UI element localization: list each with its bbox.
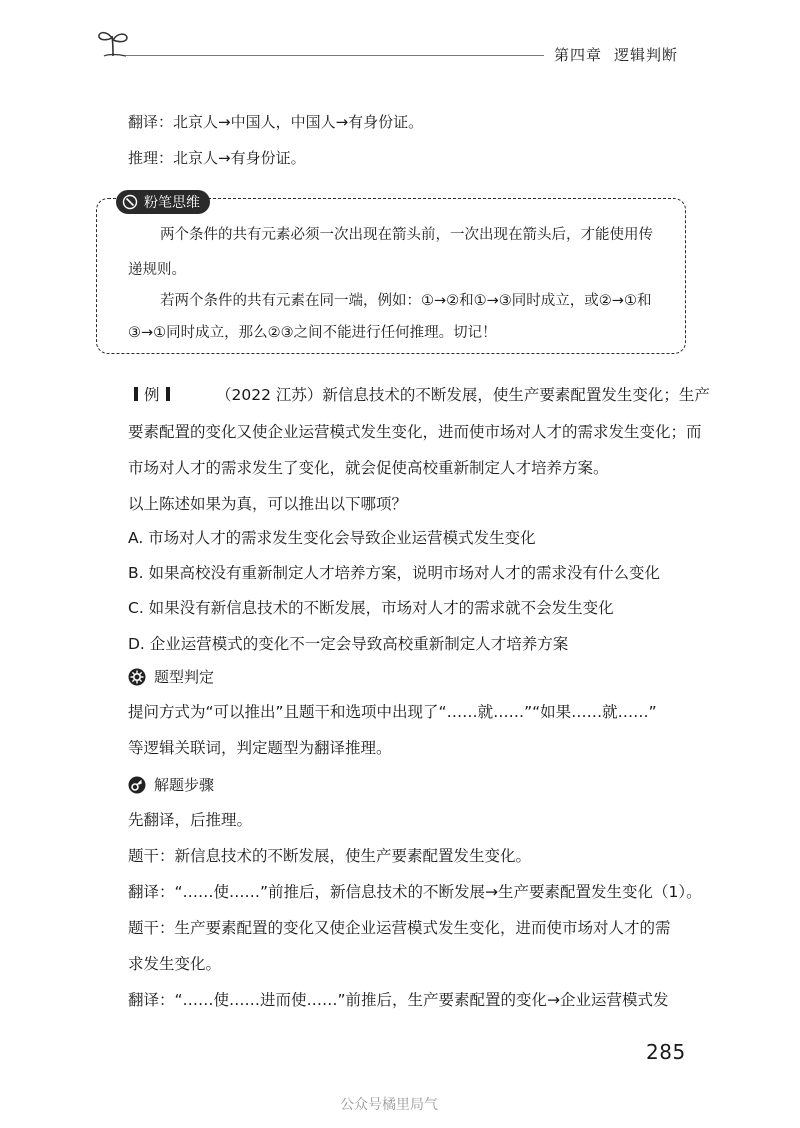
type-line-1: 提问方式为“可以推出”且题干和选项中出现了“……就……”“如果……就……” <box>128 703 657 721</box>
example-stem-line-3: 市场对人才的需求发生了变化，就会促使高校重新制定人才培养方案。 <box>128 459 609 477</box>
chapter-title <box>554 44 678 65</box>
type-line-2: 等逻辑关联词，判定题型为翻译推理。 <box>128 739 392 757</box>
type-section-heading <box>128 666 214 687</box>
example-tag <box>128 384 176 406</box>
step-line-3: 翻译：“……使……”前推后，新信息技术的不断发展→生产要素配置发生变化（1）。 <box>128 883 702 901</box>
tip-badge <box>116 190 210 214</box>
example-stem-line-1: （2022 江苏）新信息技术的不断发展，使生产要素配置发生变化；生产 <box>216 386 710 404</box>
page-number: 285 <box>646 1040 686 1064</box>
steps-section-label: 解题步骤 <box>154 776 215 794</box>
example-question: 以上陈述如果为真，可以推出以下哪项？ <box>128 495 408 513</box>
step-line-6: 翻译：“……使……进而使……”前推后，生产要素配置的变化→企业运营模式发 <box>128 991 669 1009</box>
option-b: B. 如果高校没有重新制定人才培养方案，说明市场对人才的需求没有什么变化 <box>128 564 660 582</box>
example-stem-line-2: 要素配置的变化又使企业运营模式发生变化，进而使市场对人才的需求发生变化；而 <box>128 423 702 441</box>
tag-bar-left <box>134 387 138 401</box>
chapter-number: 第四章 <box>554 46 603 64</box>
header-rule <box>126 55 544 56</box>
chapter-name: 逻辑判断 <box>614 46 679 64</box>
step-line-2: 题干：新信息技术的不断发展，使生产要素配置发生变化。 <box>128 847 532 865</box>
option-d: D. 企业运营模式的变化不一定会导致高校重新制定人才培养方案 <box>128 635 569 653</box>
step-line-4: 题干：生产要素配置的变化又使企业运营模式发生变化，进而使市场对人才的需 <box>128 919 671 937</box>
example-tag-label: 例 <box>144 386 160 404</box>
option-a: A. 市场对人才的需求发生变化会导致企业运营模式发生变化 <box>128 529 536 547</box>
tip-line-1: 两个条件的共有元素必须一次出现在箭头前，一次出现在箭头后，才能使用传 <box>160 227 653 243</box>
intro-translation: 翻译：北京人→中国人，中国人→有身份证。 <box>128 113 424 131</box>
tag-bar-right <box>166 387 170 401</box>
watermark: 公众号橘里局气 <box>340 1097 438 1113</box>
option-c: C. 如果没有新信息技术的不断发展，市场对人才的需求就不会发生变化 <box>128 599 614 617</box>
sprout-icon <box>96 28 130 58</box>
intro-reasoning: 推理：北京人→有身份证。 <box>128 149 306 167</box>
tip-line-3: 若两个条件的共有元素在同一端，例如：①→②和①→③同时成立，或②→①和 <box>160 293 652 309</box>
gear-icon <box>128 668 146 686</box>
steps-section-heading <box>128 774 214 795</box>
key-icon <box>128 776 146 794</box>
tip-line-4: ③→①同时成立，那么②③之间不能进行任何推理。切记！ <box>128 325 497 341</box>
step-line-5: 求发生变化。 <box>128 955 222 973</box>
pen-icon <box>122 194 138 210</box>
tip-line-2: 递规则。 <box>128 262 186 278</box>
tip-badge-label: 粉笔思维 <box>144 195 200 211</box>
type-section-label: 题型判定 <box>154 668 215 686</box>
step-line-1: 先翻译，后推理。 <box>128 811 253 829</box>
